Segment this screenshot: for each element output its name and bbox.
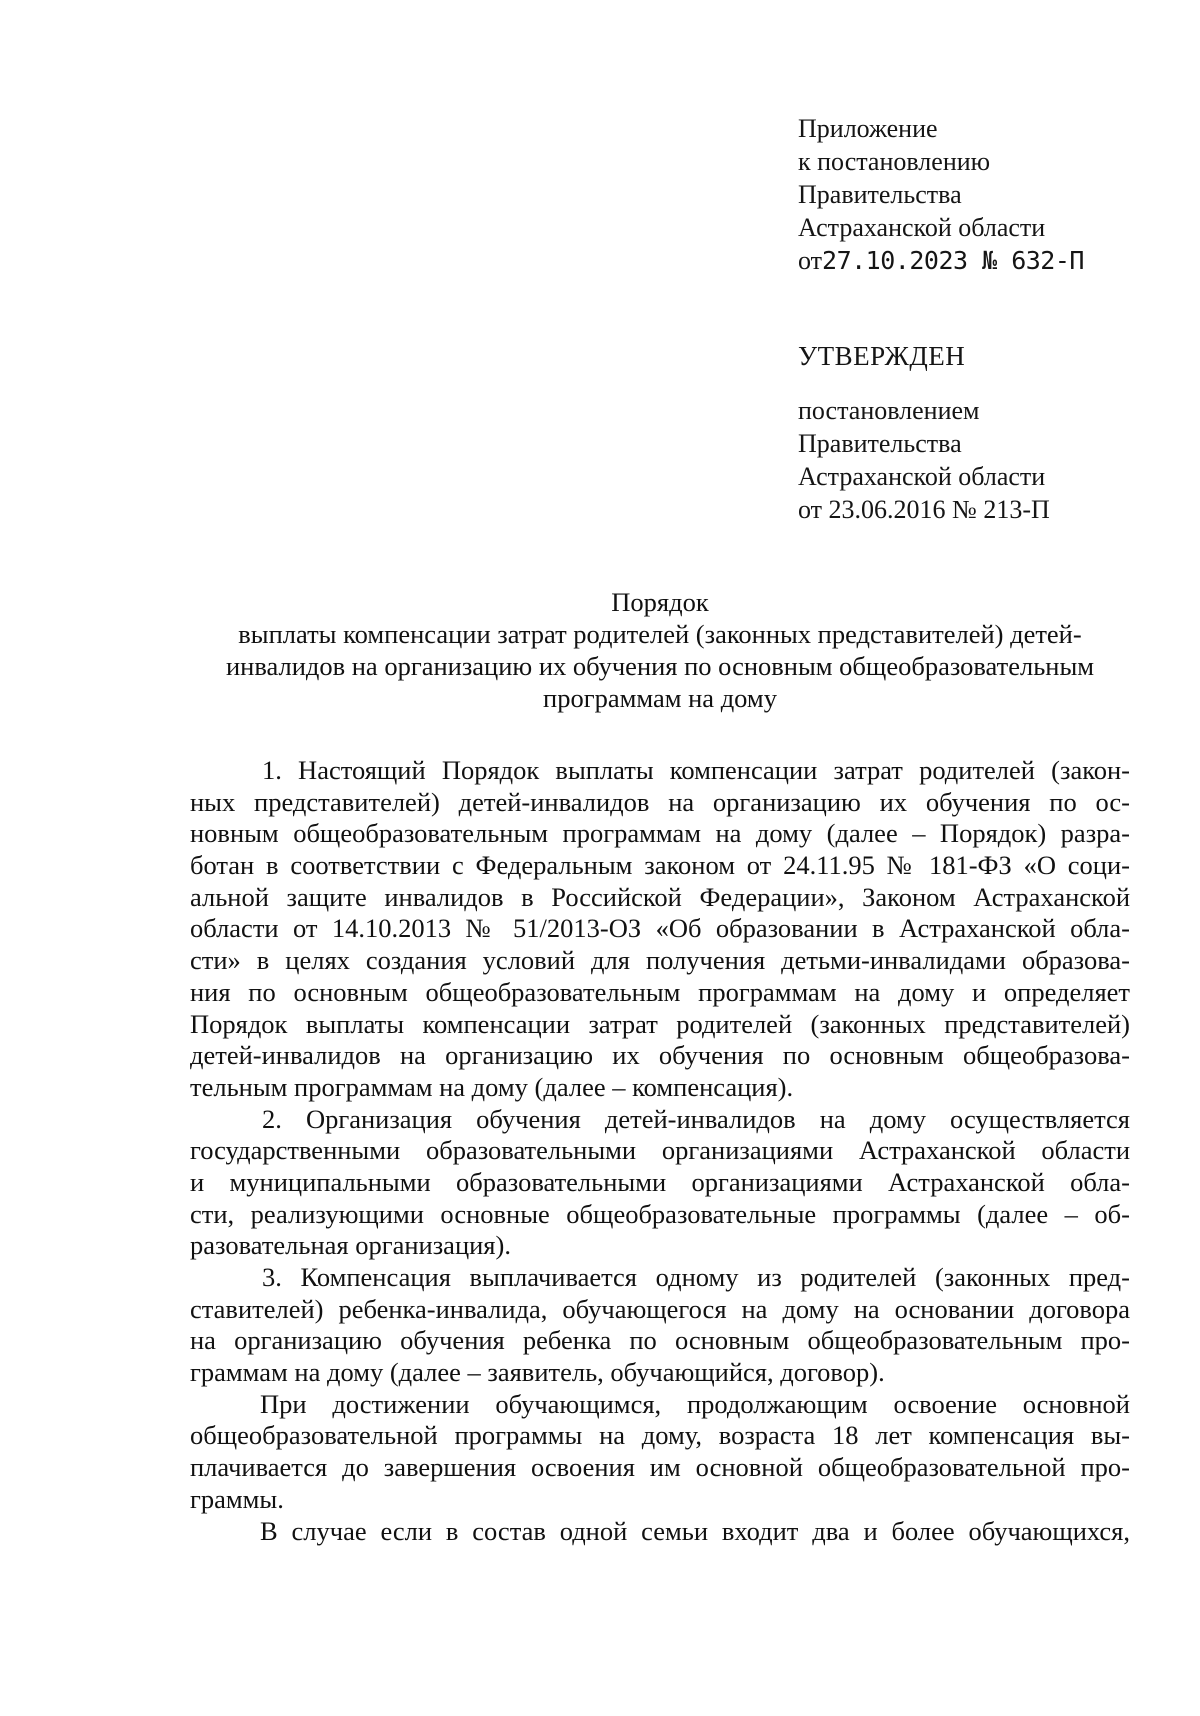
appendix-line: Астраханской области [798, 213, 1046, 242]
paragraph-line: альной защите инвалидов в Российской Федерации», Законом Астраханской [190, 881, 1130, 912]
appendix-line: Правительства [798, 180, 962, 209]
paragraph-line: 3. Компенсация выплачивается одному из родителей (законных пред- [262, 1262, 1130, 1292]
paragraph-line: Порядок выплаты компенсации затрат родителей (законных представителей) [190, 1008, 1130, 1039]
approved-line: постановлением [798, 396, 980, 425]
approved-block [798, 340, 1178, 526]
paragraph-line: граммы. [190, 1483, 284, 1514]
date-prefix: от [798, 246, 823, 275]
paragraph-line: ных представителей) детей-инвалидов на организацию их обучения по ос- [190, 786, 1130, 817]
paragraph-line: тельным программам на дому (далее – компенсация). [190, 1071, 794, 1102]
paragraph-line: плачивается до завершения освоения им основной общеобразовательной про- [190, 1452, 1130, 1483]
approved-line: Астраханской области [798, 462, 1046, 491]
document-title [190, 586, 1130, 714]
title-line: инвалидов на организацию их обучения по основным общеобразовательным [225, 651, 1095, 681]
approved-heading: УТВЕРЖДЕН [798, 341, 966, 371]
paragraph-line: и муниципальными образовательными организациями Астраханской обла- [190, 1166, 1130, 1197]
paragraph-line: ставителей) ребенка-инвалида, обучающегося на дому на основании договора [190, 1293, 1130, 1324]
paragraph-line: В случае если в состав одной семьи входит два и более обучающихся, [260, 1515, 1130, 1546]
paragraph-line: на организацию обучения ребенка по основным общеобразовательным про- [190, 1325, 1130, 1356]
paragraph-line: сти, реализующими основные общеобразовательные программы (далее – об- [190, 1198, 1130, 1229]
paragraph-line: общеобразовательной программы на дому, возраста 18 лет компенсация вы- [190, 1420, 1130, 1451]
paragraph-line: сти» в целях создания условий для получения детьми-инвалидами образова- [190, 945, 1130, 976]
paragraph-line: При достижении обучающимся, продолжающим освоение основной [260, 1388, 1130, 1419]
paragraph-line: области от 14.10.2013 № 51/2013-ОЗ «Об образовании в Астраханской обла- [190, 913, 1130, 944]
appendix-line: Приложение [798, 114, 938, 143]
paragraph-line: 2. Организация обучения детей-инвалидов на дому осуществляется [262, 1103, 1130, 1134]
approved-line: от 23.06.2016 № 213-П [798, 495, 1050, 524]
paragraph-line: граммам на дому (далее – заявитель, обучающийся, договор). [190, 1357, 885, 1388]
paragraph-line: ботан в соответствии с Федеральным законом от 24.11.95 № 181-ФЗ «О соци- [190, 850, 1130, 881]
appendix-block [798, 112, 1178, 277]
title-line: Порядок [611, 587, 709, 617]
title-line: выплаты компенсации затрат родителей (законных представителей) детей- [238, 619, 1082, 649]
appendix-date-line [798, 244, 1178, 277]
paragraph-line: ния по основным общеобразовательным программам на дому и определяет [190, 976, 1130, 1007]
title-line: программам на дому [543, 683, 777, 713]
paragraph-line: разовательная организация). [190, 1230, 511, 1261]
document-body [190, 755, 1130, 1547]
date-stamp: 27.10.2023 № 632-П [822, 246, 1084, 275]
paragraph-line: детей-инвалидов на организацию их обучения по основным общеобразова- [190, 1040, 1130, 1071]
paragraph-line: новным общеобразовательным программам на дому (далее – Порядок) разра- [190, 818, 1130, 849]
paragraph-line: 1. Настоящий Порядок выплаты компенсации затрат родителей (закон- [262, 755, 1130, 785]
paragraph-line: государственными образовательными организациями Астраханской области [190, 1135, 1130, 1166]
approved-line: Правительства [798, 429, 962, 458]
appendix-line: к постановлению [798, 147, 991, 176]
